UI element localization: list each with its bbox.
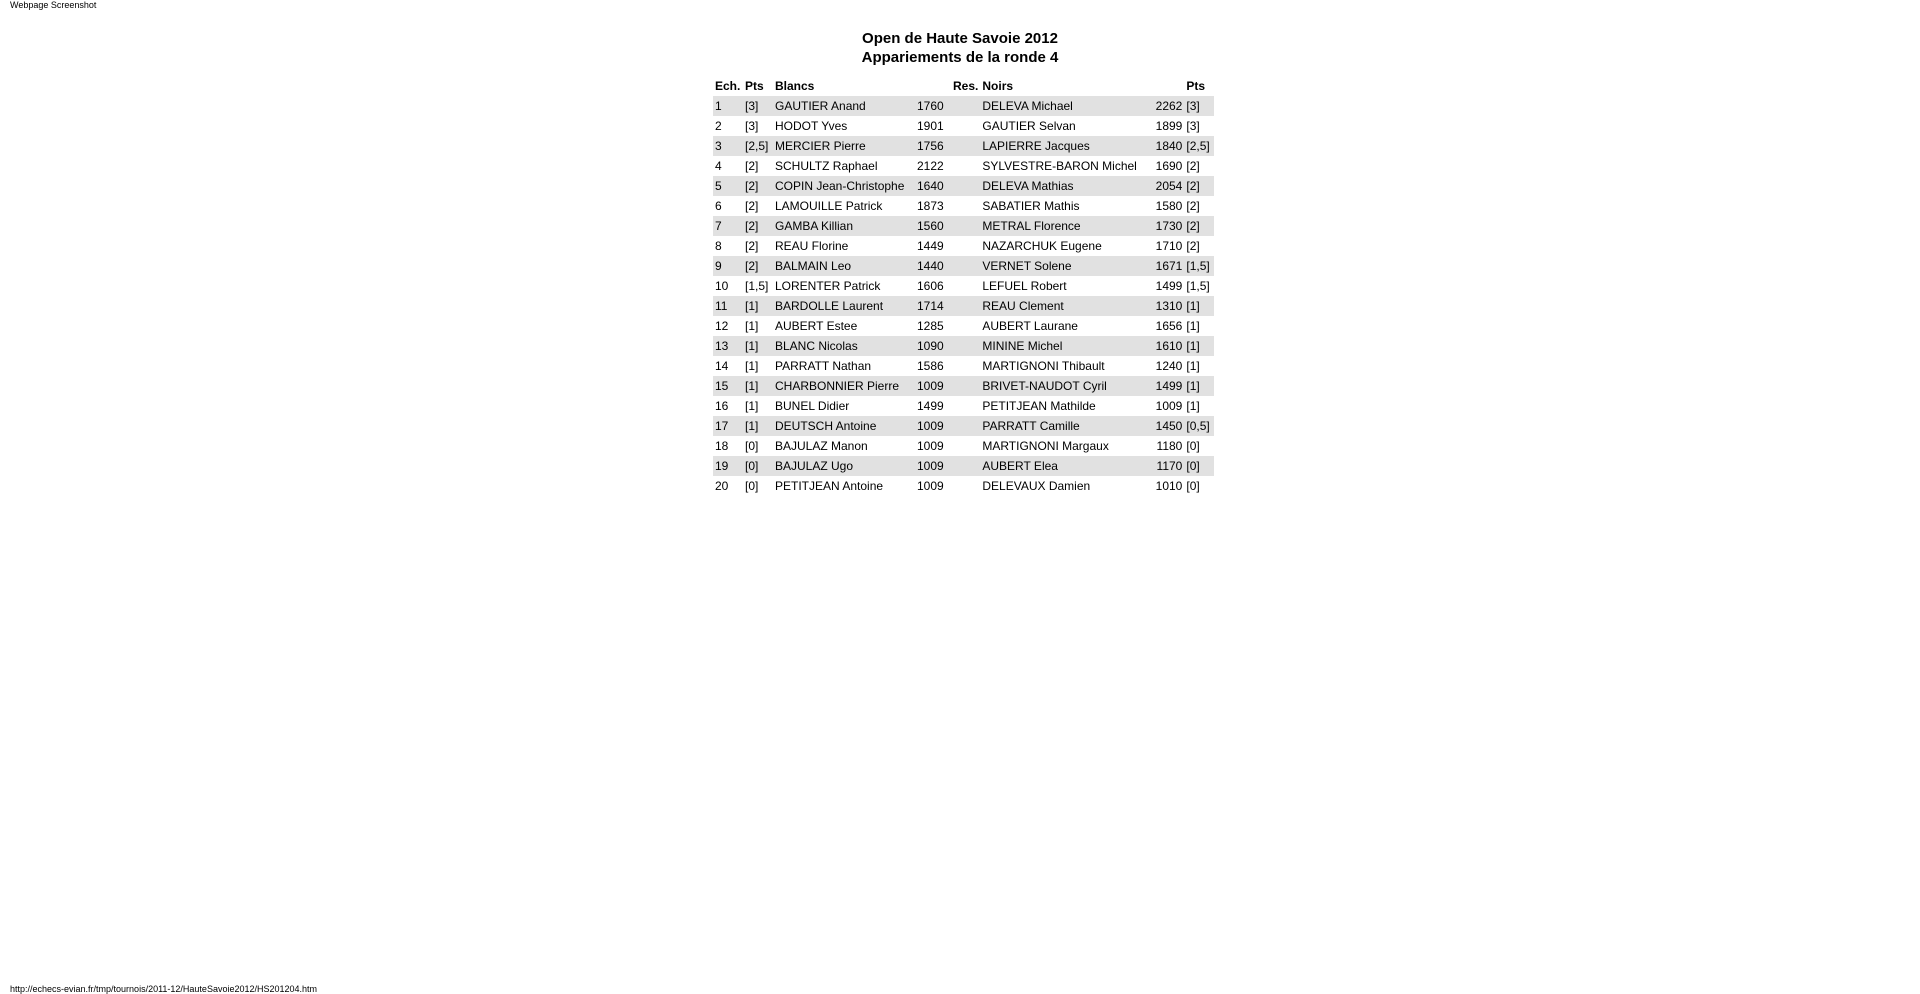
pairings-table — [713, 76, 1214, 496]
cell-white-points: [1] — [745, 359, 759, 373]
header-elo-white — [915, 76, 951, 96]
cell-white-rating: 1606 — [917, 279, 944, 293]
header-ech: Ech. — [715, 79, 741, 93]
cell-black-points: [2,5] — [1184, 136, 1214, 156]
cell-white-player: AUBERT Estee — [775, 319, 858, 333]
cell-black-rating: 1710 — [1155, 239, 1183, 253]
cell-board: 5 — [713, 176, 743, 196]
cell-white-player: CHARBONNIER Pierre — [773, 376, 915, 396]
cell-result — [951, 256, 980, 276]
cell-black-player: BRIVET-NAUDOT Cyril — [980, 376, 1152, 396]
cell-black-player: LEFUEL Robert — [982, 279, 1067, 293]
cell-result — [951, 296, 980, 316]
cell-black-rating: 1009 — [1155, 399, 1183, 413]
print-header-label: Webpage Screenshot — [10, 0, 97, 10]
cell-black-rating: 1840 — [1152, 136, 1184, 156]
cell-board: 15 — [713, 376, 743, 396]
cell-black-points: [1] — [1184, 296, 1214, 316]
cell-board: 10 — [715, 279, 729, 293]
cell-white-points: [0] — [745, 439, 759, 453]
header-noirs: Noirs — [982, 79, 1014, 93]
cell-black-rating: 1690 — [1155, 159, 1183, 173]
cell-black-player: SYLVESTRE-BARON Michel — [982, 159, 1137, 173]
cell-board: 4 — [715, 159, 722, 173]
table-row — [713, 196, 1214, 216]
cell-white-points: [2] — [745, 199, 759, 213]
cell-white-player: DEUTSCH Antoine — [773, 416, 915, 436]
cell-white-points: [0] — [743, 456, 773, 476]
cell-black-points: [2] — [1184, 216, 1214, 236]
cell-white-points: [2] — [745, 159, 759, 173]
cell-black-rating: 1240 — [1155, 359, 1183, 373]
cell-black-player: LAPIERRE Jacques — [980, 136, 1152, 156]
cell-result — [951, 336, 980, 356]
cell-white-player: REAU Florine — [775, 239, 849, 253]
cell-black-rating: 1310 — [1152, 296, 1184, 316]
cell-result — [951, 176, 980, 196]
cell-black-points: [0,5] — [1184, 416, 1214, 436]
cell-white-points: [1] — [743, 376, 773, 396]
table-header-row — [713, 76, 1214, 96]
cell-black-points: [1] — [1186, 399, 1200, 413]
cell-white-player: BALMAIN Leo — [773, 256, 915, 276]
cell-board: 12 — [715, 319, 729, 333]
cell-white-rating: 1586 — [917, 359, 944, 373]
cell-black-player: MARTIGNONI Thibault — [982, 359, 1105, 373]
cell-result — [951, 396, 980, 416]
cell-board: 11 — [713, 296, 743, 316]
cell-board: 16 — [715, 399, 729, 413]
cell-board: 14 — [715, 359, 729, 373]
cell-black-points: [1] — [1184, 376, 1214, 396]
cell-board: 20 — [715, 479, 729, 493]
cell-white-rating: 1714 — [915, 296, 951, 316]
cell-white-player: PARRATT Nathan — [775, 359, 872, 373]
cell-board: 3 — [713, 136, 743, 156]
cell-black-points: [2] — [1184, 176, 1214, 196]
cell-black-rating: 1170 — [1152, 456, 1184, 476]
cell-white-rating: 1640 — [915, 176, 951, 196]
tournament-title: Open de Haute Savoie 2012 — [862, 30, 1058, 47]
cell-result — [951, 476, 980, 496]
table-row — [713, 96, 1214, 116]
table-row — [713, 356, 1214, 376]
cell-white-points: [3] — [745, 119, 759, 133]
cell-result — [951, 456, 980, 476]
cell-result — [951, 216, 980, 236]
cell-result — [951, 136, 980, 156]
cell-white-player: LAMOUILLE Patrick — [775, 199, 883, 213]
cell-result — [951, 96, 980, 116]
table-row — [713, 436, 1214, 456]
cell-black-player: GAUTIER Selvan — [982, 119, 1076, 133]
cell-white-rating: 1009 — [917, 439, 944, 453]
cell-black-points: [0] — [1186, 479, 1200, 493]
cell-white-player: BARDOLLE Laurent — [773, 296, 915, 316]
cell-white-points: [1] — [745, 319, 759, 333]
header-pts-black: Pts — [1186, 79, 1206, 93]
header-pts: Pts — [745, 79, 764, 93]
cell-black-player: AUBERT Laurane — [982, 319, 1078, 333]
cell-black-rating: 1580 — [1155, 199, 1183, 213]
cell-black-points: [2] — [1186, 159, 1200, 173]
cell-result — [951, 376, 980, 396]
table-row — [713, 116, 1214, 136]
cell-white-player: BLANC Nicolas — [773, 336, 915, 356]
cell-white-rating: 2122 — [917, 159, 944, 173]
table-row — [713, 416, 1214, 436]
cell-board: 7 — [713, 216, 743, 236]
cell-black-points: [1] — [1186, 359, 1200, 373]
cell-white-points: [1] — [743, 296, 773, 316]
cell-black-player: MININE Michel — [980, 336, 1152, 356]
cell-white-points: [1] — [743, 416, 773, 436]
cell-white-rating: 1009 — [915, 416, 951, 436]
cell-white-rating: 1009 — [915, 456, 951, 476]
table-row — [713, 456, 1214, 476]
cell-black-points: [3] — [1184, 96, 1214, 116]
cell-black-points: [1] — [1186, 319, 1200, 333]
cell-black-points: [0] — [1186, 439, 1200, 453]
cell-result — [951, 116, 980, 136]
cell-white-player: GAMBA Killian — [773, 216, 915, 236]
round-subtitle: Appariements de la ronde 4 — [861, 49, 1059, 66]
cell-white-rating: 1499 — [917, 399, 944, 413]
cell-white-points: [3] — [743, 96, 773, 116]
cell-white-points: [2] — [743, 256, 773, 276]
cell-white-rating: 1560 — [915, 216, 951, 236]
cell-white-player: PETITJEAN Antoine — [775, 479, 884, 493]
table-row — [713, 376, 1214, 396]
table-row — [713, 336, 1214, 356]
header-elo-black — [1152, 76, 1184, 96]
cell-black-player: METRAL Florence — [980, 216, 1152, 236]
cell-white-points: [2] — [743, 216, 773, 236]
cell-white-player: GAUTIER Anand — [773, 96, 915, 116]
cell-white-player: MERCIER Pierre — [773, 136, 915, 156]
cell-black-player: DELEVAUX Damien — [982, 479, 1091, 493]
cell-board: 9 — [713, 256, 743, 276]
cell-board: 17 — [713, 416, 743, 436]
cell-board: 6 — [715, 199, 722, 213]
cell-black-player: AUBERT Elea — [980, 456, 1152, 476]
cell-white-rating: 1009 — [917, 479, 944, 493]
cell-white-rating: 1285 — [917, 319, 944, 333]
cell-black-rating: 1610 — [1152, 336, 1184, 356]
cell-white-player: SCHULTZ Raphael — [775, 159, 878, 173]
document-titles — [0, 29, 1920, 67]
cell-black-player: MARTIGNONI Margaux — [982, 439, 1109, 453]
table-row — [713, 276, 1214, 296]
cell-result — [951, 236, 980, 256]
cell-white-rating: 1873 — [917, 199, 944, 213]
cell-board: 2 — [715, 119, 722, 133]
cell-white-points: [2,5] — [743, 136, 773, 156]
cell-black-rating: 2054 — [1152, 176, 1184, 196]
cell-board: 1 — [713, 96, 743, 116]
table-row — [713, 136, 1214, 156]
cell-white-rating: 1449 — [917, 239, 944, 253]
cell-white-points: [1] — [743, 336, 773, 356]
cell-white-player: BUNEL Didier — [775, 399, 850, 413]
cell-white-points: [1,5] — [745, 279, 769, 293]
cell-black-rating: 1671 — [1152, 256, 1184, 276]
cell-white-player: LORENTER Patrick — [775, 279, 881, 293]
cell-board: 13 — [713, 336, 743, 356]
cell-result — [951, 416, 980, 436]
cell-black-player: DELEVA Mathias — [980, 176, 1152, 196]
cell-black-points: [2] — [1186, 239, 1200, 253]
cell-black-player: REAU Clement — [980, 296, 1152, 316]
cell-black-player: PETITJEAN Mathilde — [982, 399, 1096, 413]
cell-black-points: [3] — [1186, 119, 1200, 133]
cell-white-player: COPIN Jean-Christophe — [773, 176, 915, 196]
cell-black-rating: 2262 — [1152, 96, 1184, 116]
cell-result — [951, 156, 980, 176]
cell-black-points: [1,5] — [1186, 279, 1210, 293]
table-row — [713, 296, 1214, 316]
cell-white-points: [0] — [745, 479, 759, 493]
cell-white-points: [2] — [745, 239, 759, 253]
cell-black-rating: 1730 — [1152, 216, 1184, 236]
header-res: Res. — [953, 79, 979, 93]
cell-board: 18 — [715, 439, 729, 453]
cell-black-player: NAZARCHUK Eugene — [982, 239, 1102, 253]
cell-white-player: BAJULAZ Manon — [775, 439, 868, 453]
header-blancs: Blancs — [775, 79, 815, 93]
cell-result — [951, 356, 980, 376]
cell-black-rating: 1899 — [1155, 119, 1183, 133]
cell-white-points: [2] — [743, 176, 773, 196]
table-row — [713, 156, 1214, 176]
cell-black-points: [0] — [1184, 456, 1214, 476]
cell-white-rating: 1901 — [917, 119, 944, 133]
cell-white-points: [1] — [745, 399, 759, 413]
cell-white-rating: 1440 — [915, 256, 951, 276]
cell-black-rating: 1656 — [1155, 319, 1183, 333]
cell-black-player: SABATIER Mathis — [982, 199, 1080, 213]
cell-black-player: PARRATT Camille — [980, 416, 1152, 436]
cell-black-points: [1] — [1184, 336, 1214, 356]
cell-white-rating: 1090 — [915, 336, 951, 356]
cell-black-rating: 1180 — [1156, 439, 1183, 453]
print-footer-url: http://echecs-evian.fr/tmp/tournois/2011-12/HauteSavoie2012/HS201204.htm — [10, 984, 318, 994]
cell-result — [951, 276, 980, 296]
cell-result — [951, 196, 980, 216]
cell-black-rating: 1010 — [1155, 479, 1183, 493]
cell-white-player: BAJULAZ Ugo — [773, 456, 915, 476]
cell-board: 19 — [713, 456, 743, 476]
pairings-body — [713, 96, 1214, 496]
table-row — [713, 316, 1214, 336]
cell-white-player: HODOT Yves — [775, 119, 848, 133]
table-row — [713, 176, 1214, 196]
table-row — [713, 236, 1214, 256]
cell-black-rating: 1499 — [1152, 376, 1184, 396]
cell-black-points: [2] — [1186, 199, 1200, 213]
cell-white-rating: 1756 — [915, 136, 951, 156]
table-row — [713, 396, 1214, 416]
cell-black-player: DELEVA Michael — [980, 96, 1152, 116]
cell-white-rating: 1760 — [915, 96, 951, 116]
cell-board: 8 — [715, 239, 722, 253]
cell-black-points: [1,5] — [1184, 256, 1214, 276]
table-row — [713, 476, 1214, 496]
cell-result — [951, 316, 980, 336]
table-row — [713, 256, 1214, 276]
cell-result — [951, 436, 980, 456]
table-row — [713, 216, 1214, 236]
cell-black-rating: 1450 — [1152, 416, 1184, 436]
cell-black-player: VERNET Solene — [980, 256, 1152, 276]
cell-white-rating: 1009 — [915, 376, 951, 396]
cell-black-rating: 1499 — [1155, 279, 1183, 293]
